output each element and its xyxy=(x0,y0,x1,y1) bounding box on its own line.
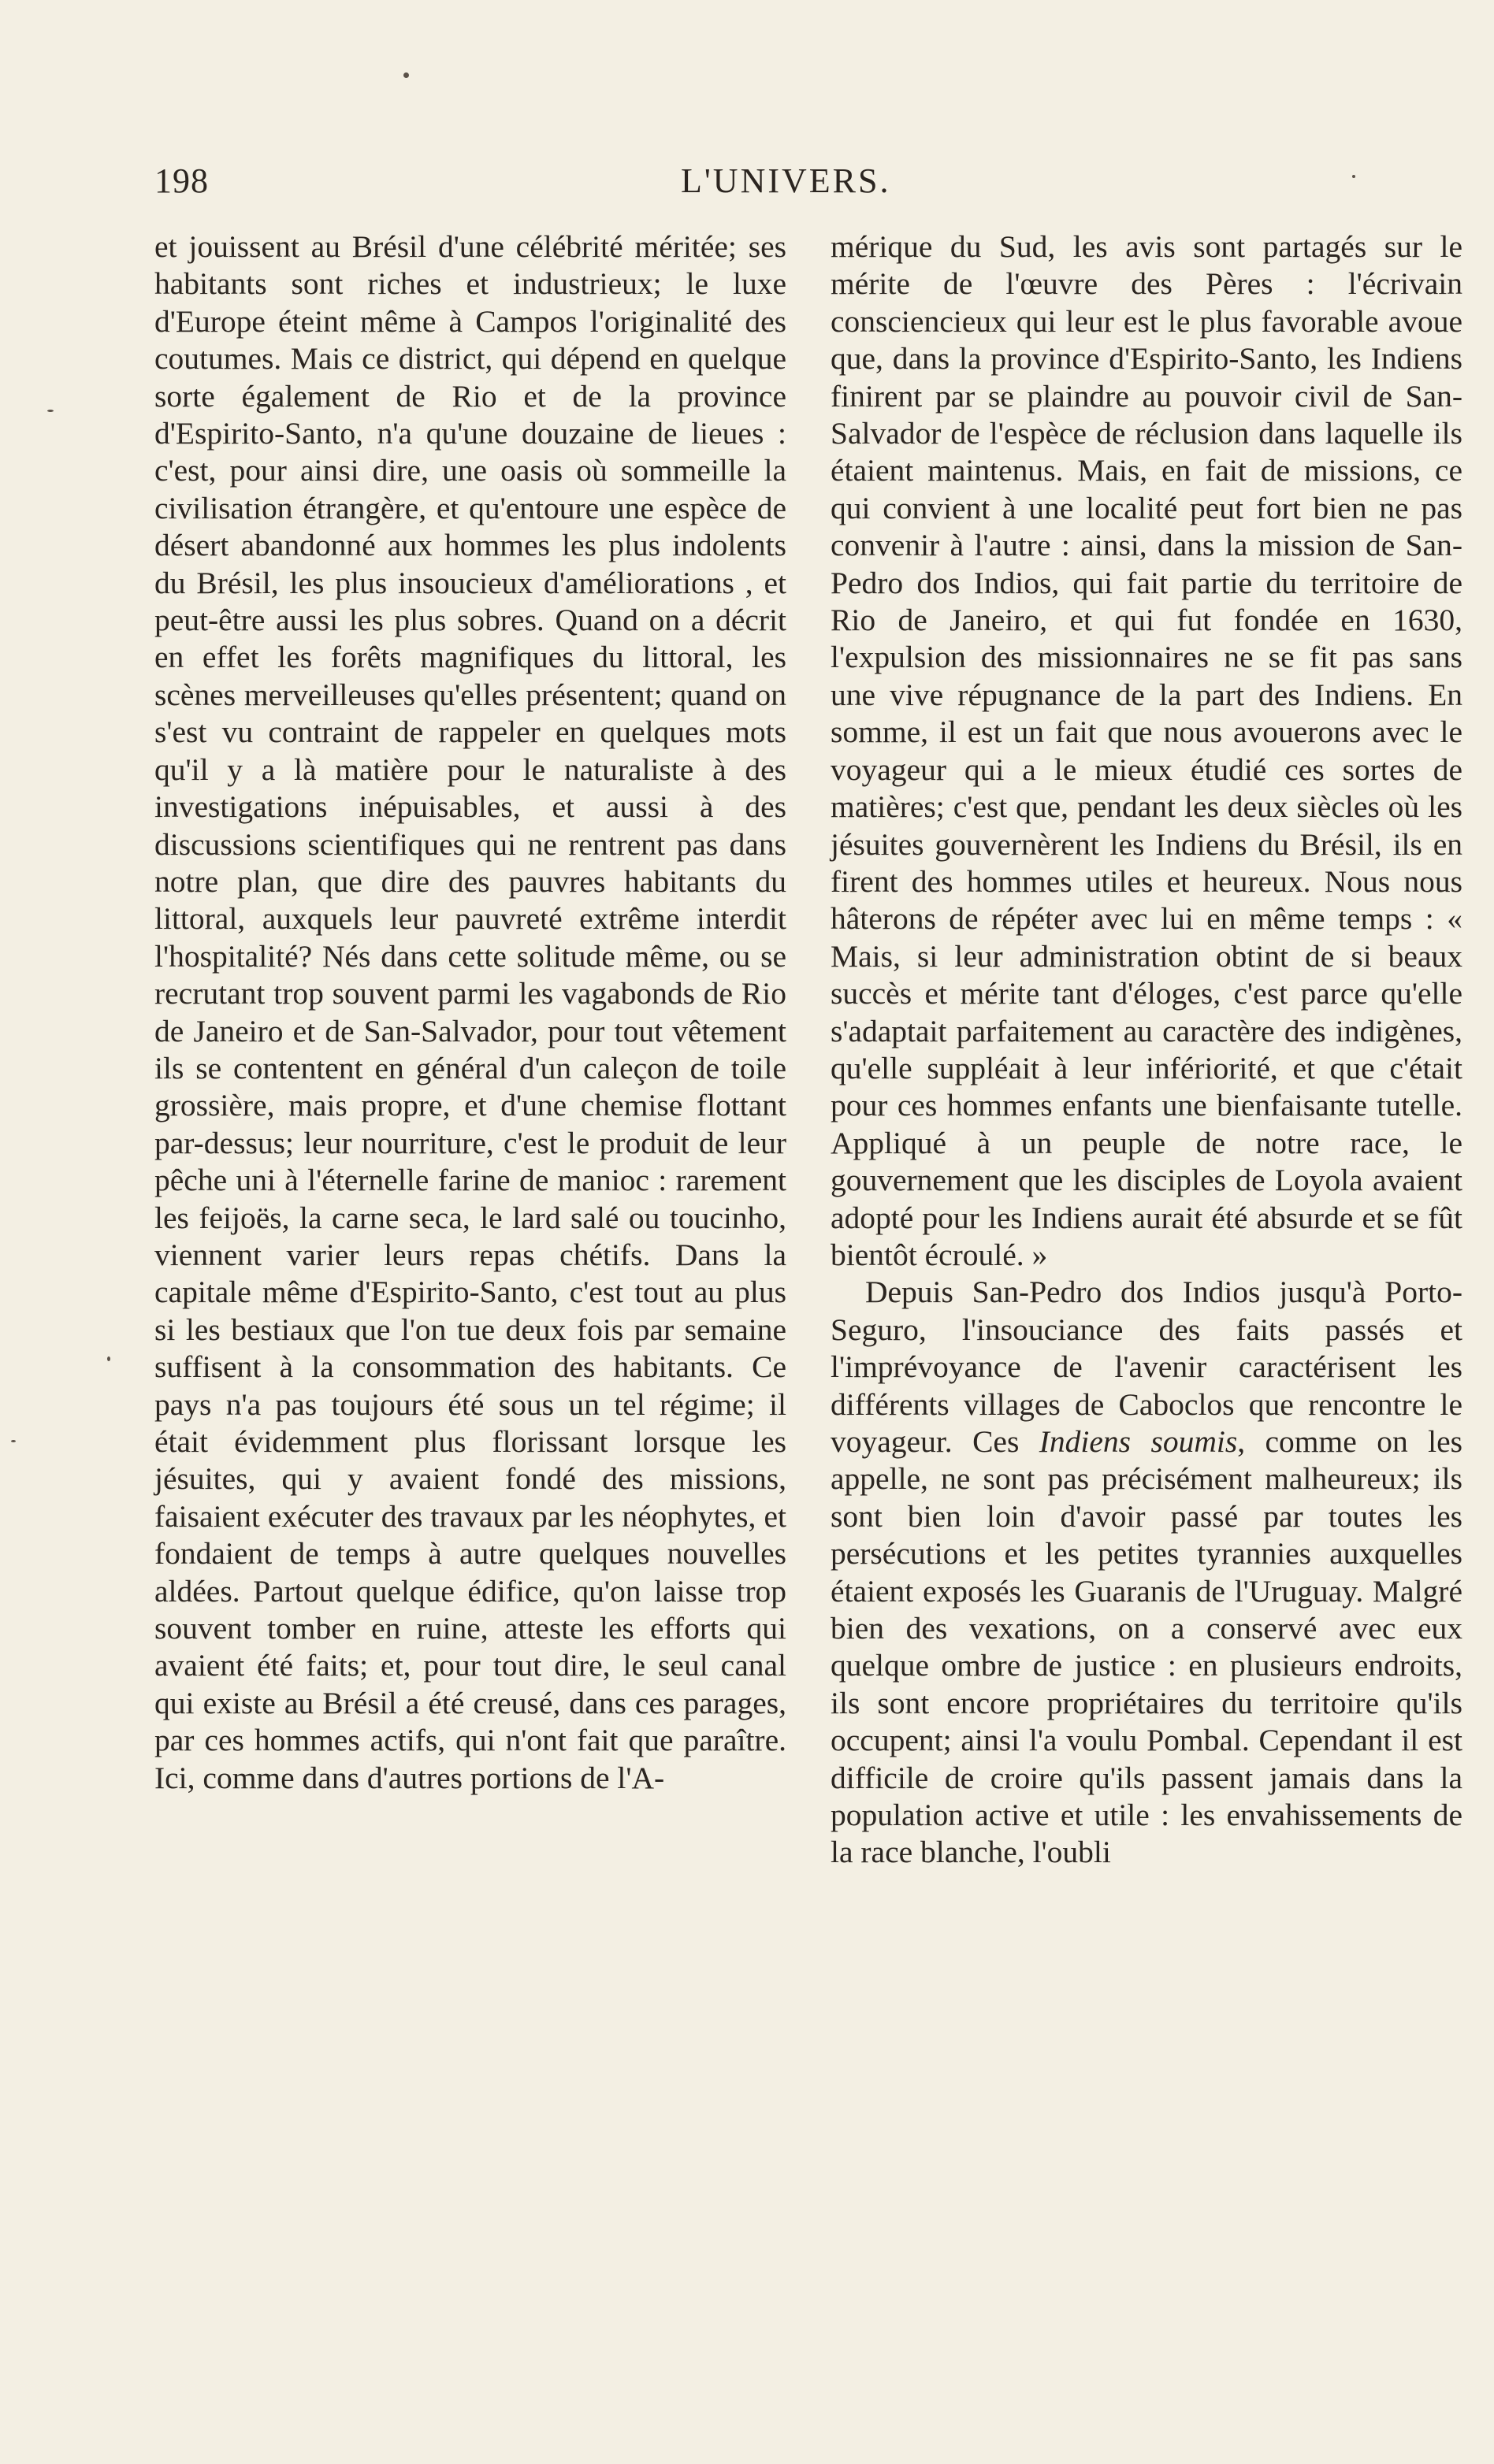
right-column-paragraph-2 xyxy=(831,1274,1462,1872)
paragraph-2-text-end: , comme on les appelle, ne sont pas précisément malheureux; ils sont bien loin d'avoir passé par toutes les persécutions et les petites tyrannies auxquelles étaient exposés les Guaranis de l'Uruguay. Malgré bien des vexations, on a conservé avec eux quelque ombre de justice : en plusieurs endroits, ils sont encore propriétaires du territoire qu'ils occupent; ainsi l'a voulu Pombal. Cependant il est difficile de croire qu'ils passent jamais dans la population active et utile : les envahissements de la race blanche, l'oubli xyxy=(831,1424,1462,1870)
paragraph-2-text-start: Depuis San-Pedro dos Indios jusqu'à Porto-Seguro, l'insouciance des faits passés et l'imprévoyance de l'avenir caractérisent les différents villages de Caboclos que rencontre le voyageur. Ces xyxy=(831,1275,1462,1459)
left-column-paragraph: et jouissent au Brésil d'une célébrité méritée; ses habitants sont riches et industrieux; le luxe d'Europe éteint même à Campos l'originalité des coutumes. Mais ce district, qui dépend en quelque sorte également de Rio et de la province d'Espirito-Santo, n'a qu'une douzaine de lieues : c'est, pour ainsi dire, une oasis où sommeille la civilisation étrangère, et qu'entoure une espèce de désert abandonné aux hommes les plus indolents du Brésil, les plus insoucieux d'améliorations , et peut-être aussi les plus sobres. Quand on a décrit en effet les forêts magnifiques du littoral, les scènes merveilleuses qu'elles présentent; quand on s'est vu contraint de rappeler en quelques mots qu'il y a là matière pour le naturaliste à des investigations inépuisables, et aussi à des discussions scientifiques qui ne rentrent pas dans notre plan, que dire des pauvres habitants du littoral, auxquels leur pauvreté extrême interdit l'hospitalité? Nés dans cette solitude même, ou se recrutant trop souvent parmi les vagabonds de Rio de Janeiro et de San-Salvador, pour tout vêtement ils se contentent en général d'un caleçon de toile grossière, mais propre, et d'une chemise flottant par-dessus; leur nourriture, c'est le produit de leur pêche uni à l'éternelle farine de manioc : rarement les feijoës, la carne seca, le lard salé ou toucinho, viennent varier leurs repas chétifs. Dans la capitale même d'Espirito-Santo, c'est tout au plus si les bestiaux que l'on tue deux fois par semaine suffisent à la consommation des habitants. Ce pays n'a pas toujours été sous un tel régime; il était évidemment plus florissant lorsque les jésuites, qui y avaient fondé des missions, faisaient exécuter des travaux par les néophytes, et fondaient de temps à autre quelques nouvelles aldées. Partout quelque édifice, qu'on laisse trop souvent tomber en ruine, atteste les efforts qui avaient été faits; et, pour tout dire, le seul canal qui existe au Brésil a été creusé, dans ces parages, par ces hommes actifs, qui n'ont fait que paraître. Ici, comme dans d'autres portions de l'A- xyxy=(154,229,786,1795)
header-title: L'UNIVERS. xyxy=(681,161,891,200)
running-head xyxy=(154,158,1470,205)
right-column xyxy=(831,228,1462,1872)
italic-emphasis: Indiens soumis xyxy=(1039,1424,1238,1459)
right-column-paragraph-1: mérique du Sud, les avis sont partagés sur le mérite de l'œuvre des Pères : l'écrivain consciencieux qui leur est le plus favorable avoue que, dans la province d'Espirito-Santo, les Indiens finirent par se plaindre au pouvoir civil de San-Salvador de l'espèce de réclusion dans laquelle ils étaient maintenus. Mais, en fait de missions, ce qui convient à une localité peut fort bien ne pas convenir à l'autre : ainsi, dans la mission de San-Pedro dos Indios, qui fait partie du territoire de Rio de Janeiro, et qui fut fondée en 1630, l'expulsion des missionnaires ne se fit pas sans une vive répugnance de la part des Indiens. En somme, il est un fait que nous avouerons avec le voyageur qui a le mieux étudié ces sortes de matières; c'est que, pendant les deux siècles où les jésuites gouvernèrent les Indiens du Brésil, ils en firent des hommes utiles et heureux. Nous nous hâterons de répéter avec lui en même temps : « Mais, si leur administration obtint de si beaux succès et mérite tant d'éloges, c'est parce qu'elle s'adaptait parfaitement au caractère des indigènes, qu'elle suppléait à leur infériorité, et que c'était pour ces hommes enfants une bienfaisante tutelle. Appliqué à un peuple de notre race, le gouvernement que les disciples de Loyola avaient adopté pour les Indiens aurait été absurde et se fût bientôt écroulé. » xyxy=(831,229,1462,1272)
page-number: 198 xyxy=(154,161,209,200)
left-column xyxy=(154,228,786,1797)
ink-speck xyxy=(403,72,409,78)
ink-speck xyxy=(47,410,54,412)
ink-speck xyxy=(11,1440,16,1442)
ink-speck xyxy=(107,1356,110,1361)
